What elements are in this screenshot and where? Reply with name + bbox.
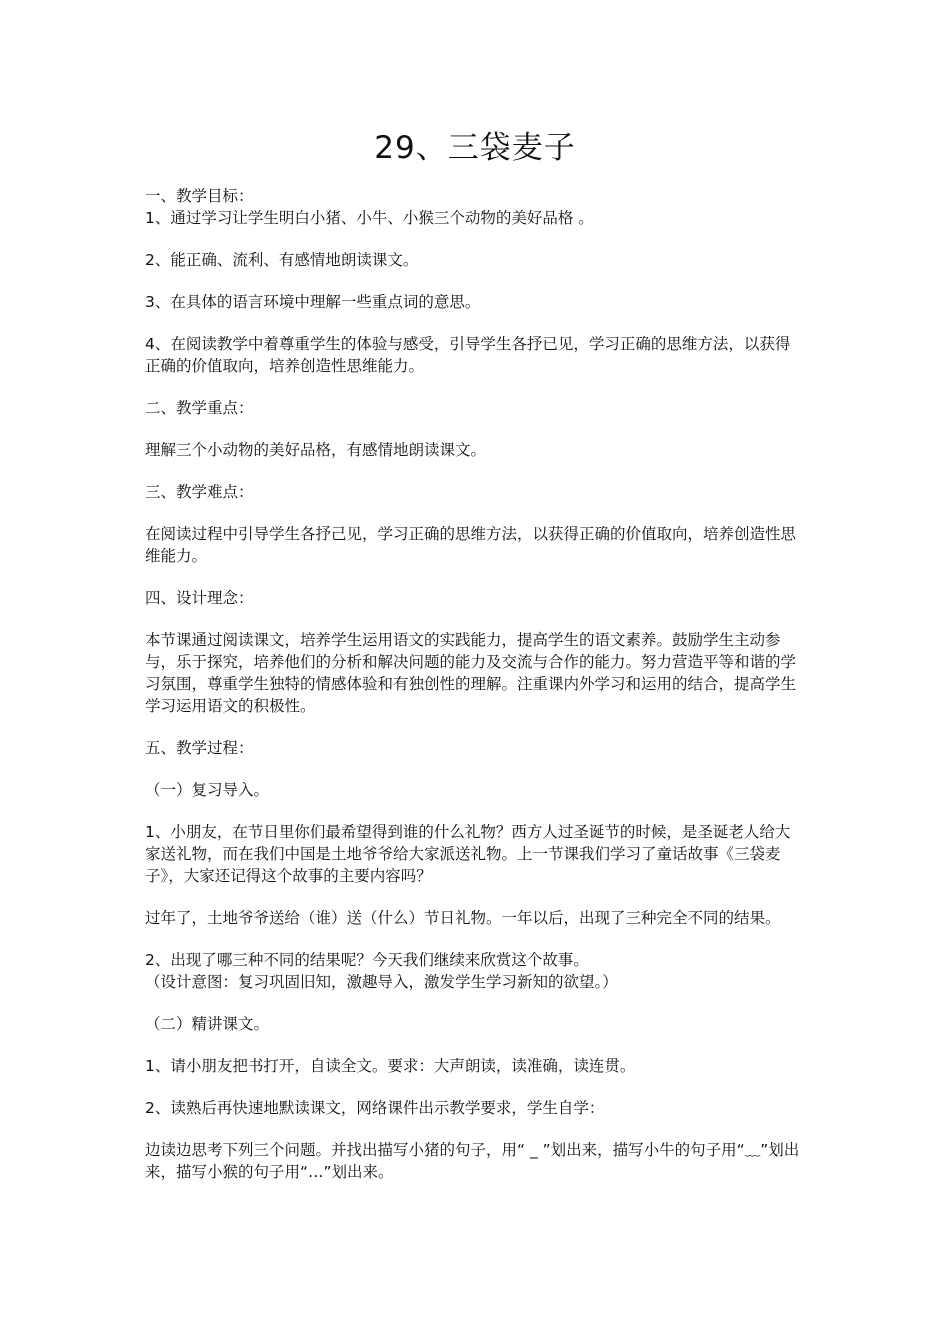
section-heading-process: 五、教学过程： [145, 739, 254, 757]
subsection-lecture: （二）精讲课文。 [145, 1015, 270, 1033]
objective-4: 4、在阅读教学中着尊重学生的体验与感受，引导学生各抒已见，学习正确的思维方法，以获得正确的价值取向，培养创造性思维能力。 [145, 335, 791, 375]
difficulties-text: 在阅读过程中引导学生各抒己见，学习正确的思维方法，以获得正确的价值取向，培养创造性思维能力。 [145, 525, 797, 565]
review-step-2: 2、出现了哪三种不同的结果呢？今天我们继续来欣赏这个故事。 [145, 951, 589, 969]
lecture-step-2: 2、读熟后再快速地默读课文，网络课件出示教学要求，学生自学： [145, 1099, 605, 1117]
lecture-step-1: 1、请小朋友把书打开，自读全文。要求：大声朗读，读准确，读连贯。 [145, 1057, 636, 1075]
design-intent-note: （设计意图：复习巩固旧知，激趣导入，激发学生学习新知的欲望。） [145, 973, 618, 991]
objective-3: 3、在具体的语言环境中理解一些重点词的意思。 [145, 293, 481, 311]
subsection-review: （一）复习导入。 [145, 781, 270, 799]
document-body [145, 185, 805, 1183]
design-concept-text: 本节课通过阅读课文，培养学生运用语文的实践能力，提高学生的语文素养。鼓励学生主动参与，乐于探究，培养他们的分析和解决问题的能力及交流与合作的能力。努力营造平等和谐的学习氛围，尊重学生独特的情感体验和有独创性的理解。注重课内外学习和运用的结合，提高学生学习运用语文的积极性。 [145, 631, 797, 715]
key-points-text: 理解三个小动物的美好品格，有感情地朗读课文。 [145, 441, 487, 459]
section-heading-design-concept: 四、设计理念： [145, 589, 254, 607]
section-heading-objectives: 一、教学目标： [145, 187, 254, 205]
section-heading-key-points: 二、教学重点： [145, 399, 254, 417]
review-paragraph: 过年了，土地爷爷送给（谁）送（什么）节日礼物。一年以后，出现了三种完全不同的结果。 [145, 909, 781, 927]
section-heading-difficulties: 三、教学难点： [145, 483, 254, 501]
objective-2: 2、能正确、流利、有感情地朗读课文。 [145, 251, 419, 269]
document-title: 29、三袋麦子 [374, 130, 576, 166]
review-step-1: 1、小朋友，在节日里你们最希望得到谁的什么礼物？西方人过圣诞节的时候，是圣诞老人给大家送礼物，而在我们中国是土地爷爷给大家派送礼物。上一节课我们学习了童话故事《三袋麦子》，大家还记得这个故事的主要内容吗？ [145, 823, 791, 885]
lecture-instructions: 边读边思考下列三个问题。并找出描写小猪的句子，用“ _ ”划出来，描写小牛的句子用“﹏”划出来，描写小猴的句子用“…”划出来。 [145, 1141, 800, 1181]
objective-1: 1、通过学习让学生明白小猪、小牛、小猴三个动物的美好品格 。 [145, 209, 594, 227]
